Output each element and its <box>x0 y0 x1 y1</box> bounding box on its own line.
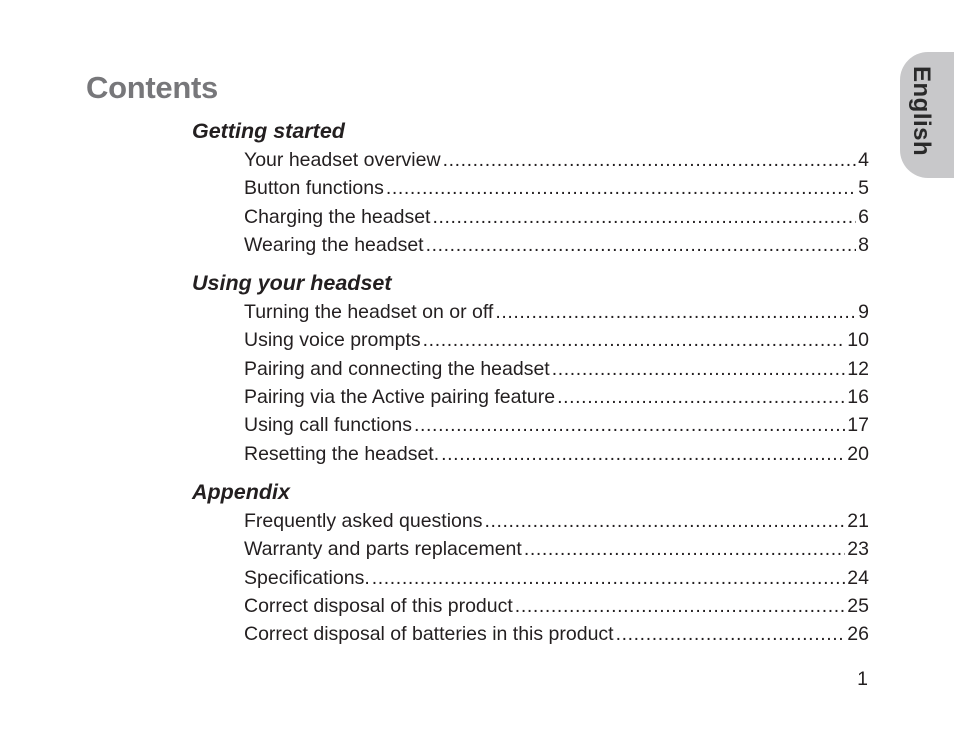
entry-page-number: 20 <box>847 442 869 465</box>
page-number: 1 <box>857 668 868 690</box>
entry-page-number: 17 <box>847 414 869 437</box>
entry-title: Using voice prompts <box>244 329 421 352</box>
toc-entry[interactable] <box>244 298 869 326</box>
dot-leader <box>552 355 846 383</box>
entry-title: Using call functions <box>244 414 412 437</box>
entry-title: Correct disposal of batteries in this product <box>244 623 614 646</box>
page-title: Contents <box>86 69 218 105</box>
dot-leader <box>372 564 846 592</box>
entry-title: Pairing and connecting the headset <box>244 357 550 380</box>
dot-leader <box>616 620 846 648</box>
toc-entry[interactable] <box>244 564 869 592</box>
toc-entry[interactable] <box>244 355 869 383</box>
entry-page-number: 10 <box>847 329 869 352</box>
dot-leader <box>423 326 846 354</box>
entry-title: Your headset overview <box>244 149 441 171</box>
entry-page-number: 21 <box>847 509 869 532</box>
entry-page-number: 24 <box>847 566 869 589</box>
entry-title: Resetting the headset. <box>244 442 440 465</box>
entry-page-number: 23 <box>847 538 869 561</box>
entry-title: Warranty and parts replacement <box>244 538 522 561</box>
table-of-contents <box>192 116 869 657</box>
dot-leader <box>524 535 845 563</box>
toc-section-getting-started <box>192 116 869 259</box>
dot-leader <box>484 507 845 535</box>
dot-leader <box>495 298 856 326</box>
entry-page-number: 4 <box>858 149 869 171</box>
section-heading: Getting started <box>192 119 345 143</box>
toc-section-appendix <box>192 477 869 648</box>
section-heading: Using your headset <box>192 271 392 296</box>
dot-leader <box>443 146 857 174</box>
entry-page-number: 6 <box>858 205 869 228</box>
toc-entry[interactable] <box>244 411 869 439</box>
entry-title: Frequently asked questions <box>244 509 483 532</box>
entry-page-number: 5 <box>858 177 869 200</box>
entry-page-number: 16 <box>847 386 869 409</box>
toc-entry[interactable] <box>244 383 869 411</box>
toc-entry[interactable] <box>244 146 869 174</box>
entry-title: Button functions <box>244 177 384 200</box>
entry-page-number: 8 <box>858 233 869 256</box>
dot-leader <box>515 592 846 620</box>
language-tab-label: English <box>908 66 935 157</box>
dot-leader <box>414 411 845 439</box>
entry-title: Wearing the headset <box>244 233 424 256</box>
toc-section-using-your-headset <box>192 268 869 468</box>
dot-leader <box>426 231 857 259</box>
section-heading: Appendix <box>192 479 290 504</box>
entry-page-number: 9 <box>858 301 869 324</box>
entry-title: Pairing via the Active pairing feature <box>244 386 556 409</box>
dot-leader <box>386 174 856 202</box>
toc-entry[interactable] <box>244 507 869 535</box>
entry-page-number: 25 <box>847 594 869 617</box>
toc-entry[interactable] <box>244 592 869 620</box>
toc-entry[interactable] <box>244 203 869 231</box>
dot-leader <box>432 203 856 231</box>
toc-entry[interactable] <box>244 620 869 648</box>
toc-entry[interactable] <box>244 231 869 259</box>
dot-leader <box>441 440 845 468</box>
entry-title: Specifications. <box>244 566 370 589</box>
entry-page-number: 12 <box>847 357 869 380</box>
toc-entry[interactable] <box>244 535 869 563</box>
toc-entry[interactable] <box>244 174 869 202</box>
entry-page-number: 26 <box>847 623 869 646</box>
entry-title: Charging the headset <box>244 205 431 228</box>
entry-title: Correct disposal of this product <box>244 594 513 617</box>
entry-title: Turning the headset on or off <box>244 301 494 324</box>
toc-entry[interactable] <box>244 326 869 354</box>
toc-entry[interactable] <box>244 440 869 468</box>
dot-leader <box>557 383 845 411</box>
